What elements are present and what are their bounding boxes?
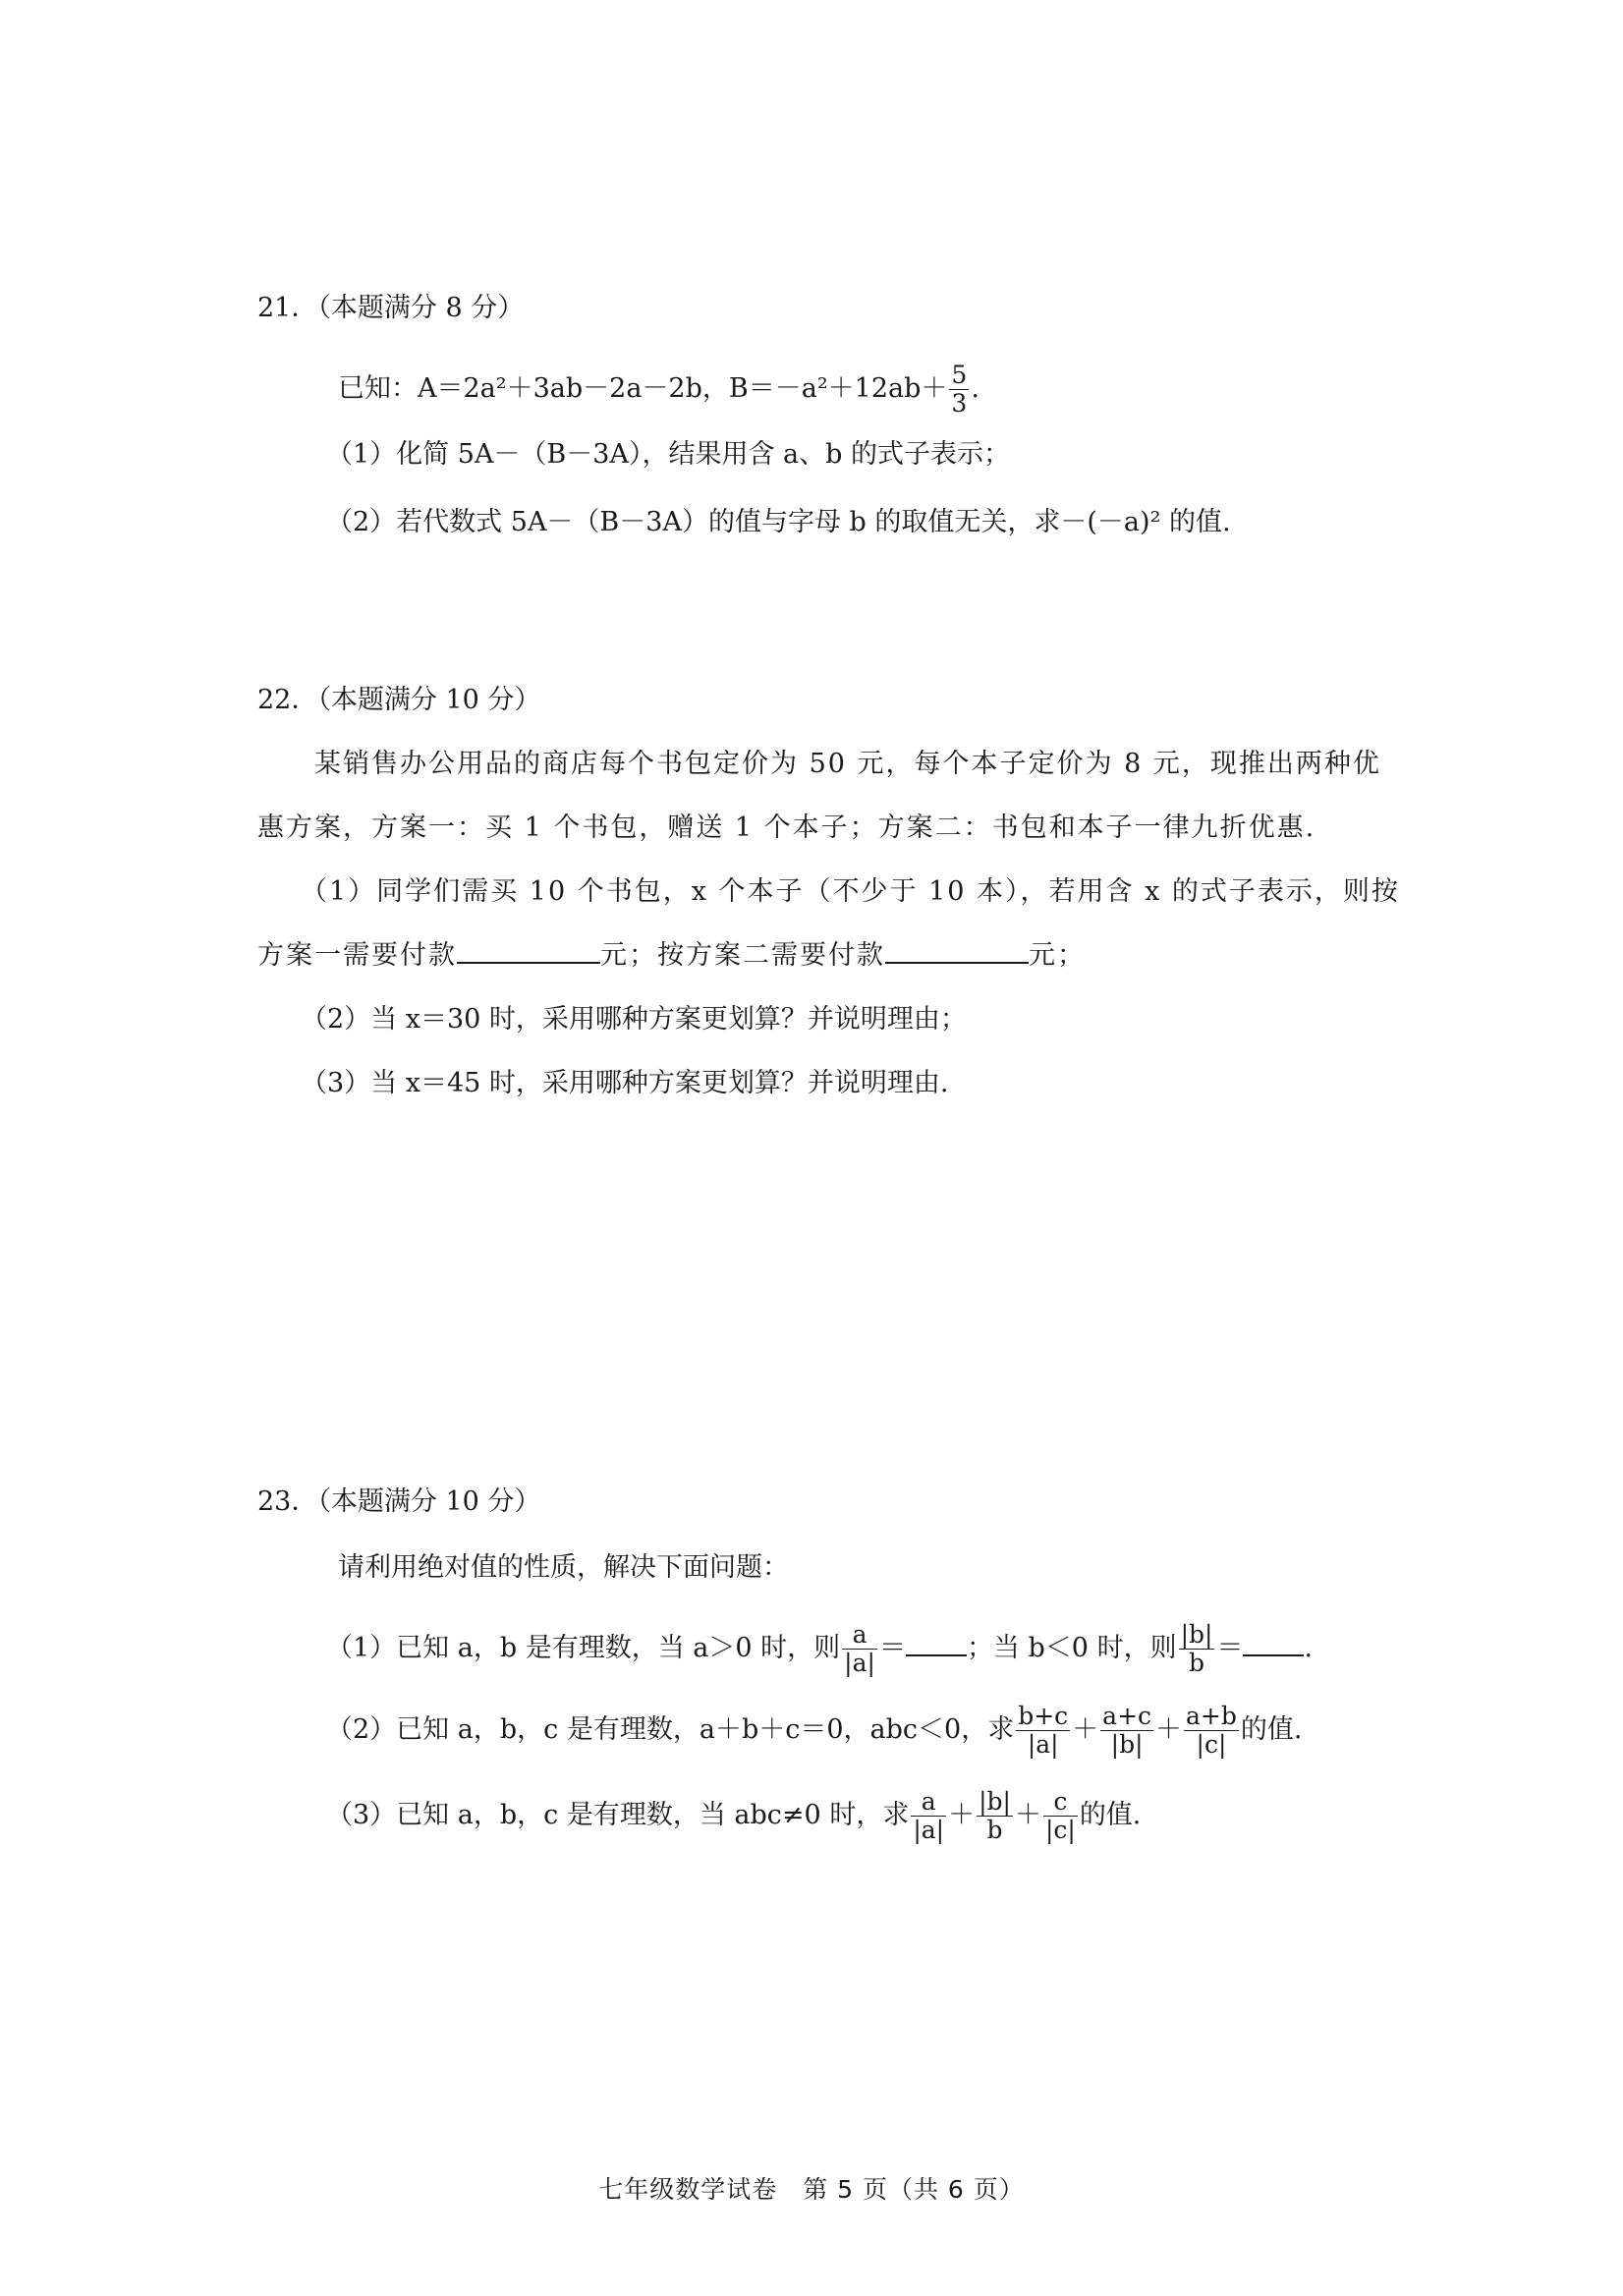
q23-part3: [326, 1788, 1141, 1844]
q23-part1-text-c: ；当 b＜0 时，则: [966, 1633, 1177, 1663]
frac-num: a: [911, 1788, 946, 1817]
q21-given-sep: ，: [701, 373, 729, 404]
q22-heading: 22．（本题满分 10 分）: [257, 685, 541, 715]
q21-given-b: B＝－a²＋12ab＋: [728, 373, 948, 404]
q23-part2-fraction-3: [1184, 1703, 1239, 1759]
frac-den: |a|: [1027, 1730, 1059, 1759]
page-footer: 七年级数学试卷 第 5 页（共 6 页）: [598, 2175, 1025, 2204]
plus-sign: ＋: [1014, 1800, 1041, 1830]
q21-given-a: A＝2a²＋3ab－2a－2b: [418, 373, 702, 404]
q23-part3-text-a: （3）已知 a，b，c 是有理数，当 abc≠0 时，求: [326, 1800, 910, 1830]
frac-num: a+b: [1186, 1702, 1237, 1730]
q21-fraction: [949, 362, 969, 418]
q22-answer-blank-1[interactable]: [457, 936, 600, 964]
q23-part3-fraction-2: [977, 1788, 1013, 1844]
frac-den: |c|: [1044, 1816, 1076, 1844]
frac-num: c: [1043, 1788, 1078, 1817]
frac-num: a+c: [1102, 1702, 1152, 1730]
q23-heading: 23．（本题满分 10 分）: [257, 1486, 541, 1517]
q23-part1: [326, 1621, 1313, 1677]
q21-part1: （1）化简 5A－（B－3A），结果用含 a、b 的式子表示；: [326, 439, 1011, 470]
q22-intro-line1: 某销售办公用品的商店每个书包定价为 50 元，每个本子定价为 8 元，现推出两种优: [314, 749, 1381, 779]
q23-part1-fraction-1: [842, 1621, 877, 1677]
q22-part3: （3）当 x＝45 时，采用哪种方案更划算？并说明理由.: [301, 1068, 949, 1098]
q21-given: [338, 362, 979, 418]
q22-intro-line2: 惠方案，方案一：买 1 个书包，赠送 1 个本子；方案二：书包和本子一律九折优惠.: [257, 812, 1316, 843]
frac-num: a: [842, 1621, 877, 1650]
q22-part1-text-c: 元；: [1029, 940, 1086, 971]
q23-answer-blank-2[interactable]: [1243, 1629, 1304, 1656]
q23-part2-end: 的值.: [1240, 1714, 1303, 1745]
q23-part3-fraction-3: [1043, 1788, 1078, 1844]
q22-part1-line1: （1）同学们需买 10 个书包，x 个本子（不少于 10 本），若用含 x 的式子表示，则按: [301, 876, 1400, 907]
q23-part1-fraction-2: [1179, 1621, 1215, 1677]
q21-given-prefix: 已知：: [338, 373, 418, 404]
q23-part2: [326, 1703, 1302, 1759]
q23-part1-text-a: （1）已知 a，b 是有理数，当 a＞0 时，则: [326, 1633, 841, 1663]
q22-part2: （2）当 x＝30 时，采用哪种方案更划算？并说明理由；: [301, 1004, 967, 1035]
q23-answer-blank-1[interactable]: [906, 1629, 967, 1656]
frac-den: |b|: [1110, 1730, 1144, 1759]
q21-part2: （2）若代数式 5A－（B－3A）的值与字母 b 的取值无关，求－(－a)² 的值.: [326, 507, 1231, 537]
q21-frac-num: 5: [951, 361, 968, 389]
q23-part2-text-a: （2）已知 a，b，c 是有理数，a＋b＋c＝0，abc＜0，求: [326, 1714, 1015, 1745]
frac-num: |b|: [979, 1787, 1011, 1816]
q23-part1-eq-2: ＝: [1216, 1633, 1244, 1663]
plus-sign: ＋: [1072, 1714, 1099, 1745]
q22-answer-blank-2[interactable]: [885, 936, 1029, 964]
q21-frac-den: 3: [951, 389, 968, 418]
frac-num: b+c: [1018, 1702, 1069, 1730]
q23-part1-eq-1: ＝: [878, 1633, 906, 1663]
q21-heading: 21．（本题满分 8 分）: [257, 293, 525, 323]
frac-den: |a|: [844, 1649, 875, 1677]
q23-part2-fraction-2: [1100, 1703, 1153, 1759]
q23-part2-fraction-1: [1016, 1703, 1070, 1759]
q22-part1-text-b: 元；按方案二需要付款: [600, 940, 885, 971]
frac-num: |b|: [1180, 1620, 1213, 1649]
q22-part1-line2: [257, 936, 1086, 976]
frac-den: b: [1189, 1649, 1205, 1677]
frac-den: |c|: [1196, 1730, 1227, 1759]
q22-part1-text-a: 方案一需要付款: [257, 940, 457, 971]
plus-sign: ＋: [1155, 1714, 1183, 1745]
q23-part3-fraction-1: [911, 1788, 946, 1844]
frac-den: |a|: [913, 1816, 945, 1844]
q23-part1-end: .: [1304, 1633, 1314, 1663]
plus-sign: ＋: [948, 1800, 976, 1830]
q23-intro: 请利用绝对值的性质，解决下面问题：: [338, 1552, 789, 1583]
frac-den: b: [986, 1816, 1003, 1844]
q21-given-end: .: [971, 373, 979, 404]
q23-part3-end: 的值.: [1079, 1800, 1142, 1830]
